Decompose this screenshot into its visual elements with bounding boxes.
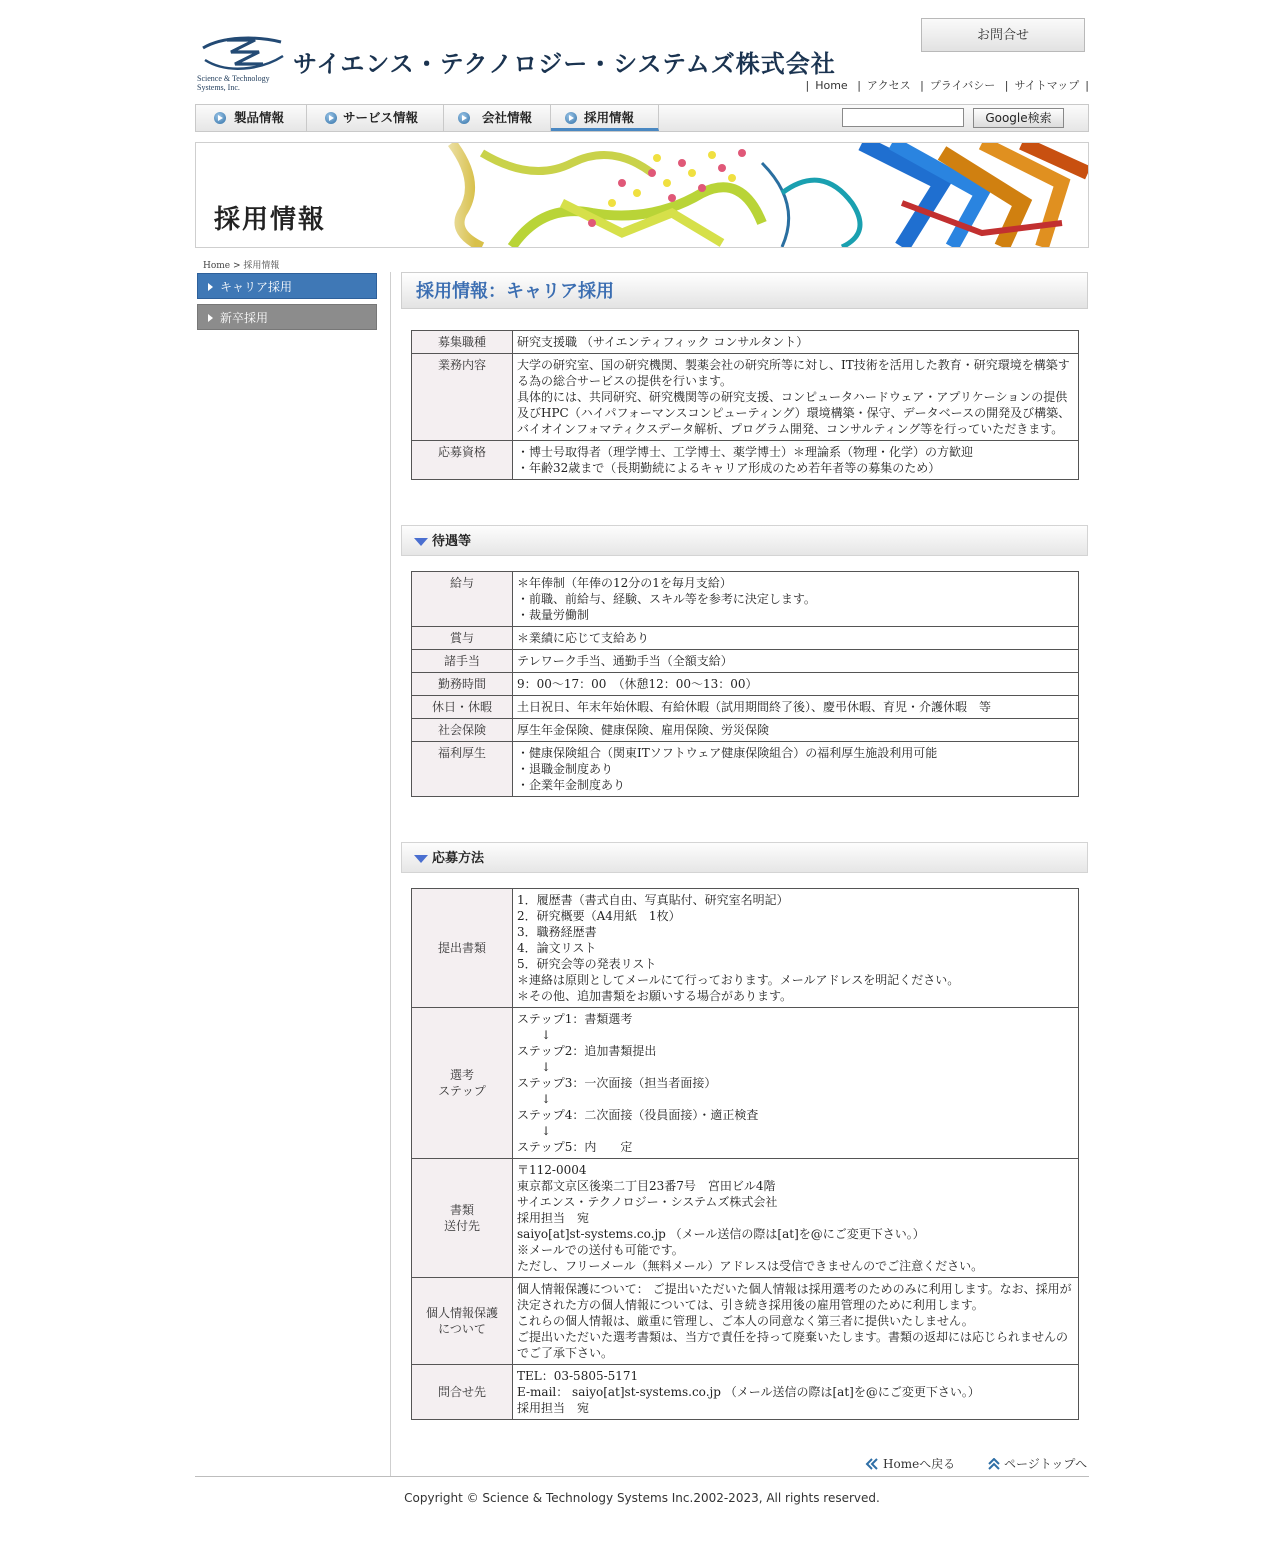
table-row [412, 742, 1079, 797]
row-label-line: 賞与 [449, 631, 474, 645]
row-value-line: 採用担当 宛 [517, 1211, 590, 1225]
section-heading-label: 応募方法 [432, 851, 485, 866]
section-heading-benefits [401, 525, 1088, 556]
page-top-link[interactable] [988, 1455, 1087, 1472]
row-label-line: 勤務時間 [437, 677, 486, 691]
back-home-link[interactable] [865, 1455, 955, 1472]
table-row [412, 441, 1079, 480]
row-label [412, 1365, 513, 1420]
row-value-line: 個人情報保護について： ご提出いただいた個人情報は採用選考のためのみに利用します。なお、採用が決定された方の個人情報については、引き続き採用後の雇用管理のために利用します。 [517, 1282, 1072, 1312]
row-label [412, 719, 513, 742]
row-value-line: 東京都文京区後楽二丁目23番7号 宮田ビル4階 [517, 1179, 776, 1193]
row-value-line: テレワーク手当、通勤手当（全額支給） [517, 654, 733, 668]
protein-structure-image-icon [422, 143, 1088, 247]
row-value-line: 土日祝日、年末年始休暇、有給休暇（試用期間終了後）、慶弔休暇、育児・介護休暇 等 [517, 700, 992, 714]
row-label [412, 572, 513, 627]
row-label-line: 送付先 [443, 1219, 480, 1233]
row-value-line: ステップ2：追加書類提出 [517, 1044, 657, 1058]
table-row [412, 673, 1079, 696]
row-value-line: 3．職務経歴書 [517, 925, 597, 939]
table-row [412, 1365, 1079, 1420]
row-label-line: 個人情報保護 [425, 1306, 498, 1320]
arrow-circle-icon [214, 112, 226, 124]
row-value [513, 627, 1079, 650]
row-value-line: 〒112-0004 [517, 1163, 587, 1177]
benefits-table [411, 571, 1079, 797]
row-label-line: 休日・休暇 [431, 700, 492, 714]
row-value-line: ＊その他、追加書類をお願いする場合があります。 [517, 989, 793, 1003]
section-heading-label: 待遇等 [432, 534, 472, 549]
row-value-line: ↓ [517, 1028, 552, 1042]
tab-company[interactable] [444, 105, 551, 131]
triangle-down-icon [414, 538, 428, 546]
row-value-line: TEL：03-5805-5171 [517, 1369, 639, 1383]
row-value-line: ↓ [517, 1124, 552, 1138]
row-label-line: 募集職種 [437, 335, 486, 349]
row-label-line: 選考 [449, 1068, 474, 1082]
search-input[interactable] [842, 108, 964, 127]
tab-label: 会社情報 [482, 110, 533, 125]
logo-line2: Systems, Inc. [197, 83, 240, 92]
banner-title: 採用情報 [214, 205, 327, 235]
page-top-label: ページトップへ [1004, 1457, 1088, 1471]
row-value-line: ＊年俸制（年俸の12分の1を毎月支給） [517, 576, 732, 590]
row-value-line: 採用担当 宛 [517, 1401, 590, 1415]
row-value-line: saiyo[at]st-systems.co.jp （メール送信の際は[at]を@にご変更下さい。） [517, 1227, 925, 1241]
row-value-line: ・健康保険組合（関東ITソフトウェア健康保険組合）の福利厚生施設利用可能 [517, 746, 938, 760]
row-label-line: 提出書類 [437, 941, 486, 955]
tab-products[interactable] [196, 105, 307, 131]
contact-button[interactable]: お問合せ [921, 18, 1085, 52]
row-value [513, 1278, 1079, 1365]
row-value-line: ・企業年金制度あり [517, 778, 626, 792]
tab-label: サービス情報 [343, 110, 419, 125]
row-value [513, 742, 1079, 797]
row-value-line: ※メールでの送付も可能です。 [517, 1243, 684, 1257]
row-value-line: ・博士号取得者（理学博士、工学博士、薬学博士）＊理論系（物理・化学）の方歓迎 [517, 445, 974, 459]
row-value [513, 331, 1079, 354]
row-label-line: 諸手当 [443, 654, 480, 668]
row-value-line: ステップ5：内 定 [517, 1140, 633, 1154]
row-value-line: 厚生年金保険、健康保険、雇用保険、労災保険 [517, 723, 770, 737]
double-arrow-up-icon [988, 1458, 1000, 1470]
breadcrumb [203, 258, 279, 271]
sidebar-item-new-graduate[interactable]: 新卒採用 [197, 304, 377, 330]
row-value [513, 696, 1079, 719]
row-label [412, 742, 513, 797]
top-link-home[interactable]: Home [815, 79, 848, 92]
copyright: Copyright © Science & Technology Systems Inc.2002-2023, All rights reserved. [404, 1491, 880, 1505]
row-value-line: E-mail： saiyo[at]st-systems.co.jp （メール送信の際は[at]を@にご変更下さい。） [517, 1385, 980, 1399]
row-value-line: ステップ1：書類選考 [517, 1012, 633, 1026]
arrow-circle-icon [565, 112, 577, 124]
back-home-label: Homeへ戻る [883, 1457, 956, 1471]
table-row [412, 331, 1079, 354]
table-row [412, 889, 1079, 1008]
tab-recruit[interactable] [551, 105, 659, 131]
top-links: | Home | アクセス | プライバシー | サイトマップ | [805, 79, 1089, 92]
triangle-down-icon [414, 855, 428, 863]
row-value-line: 大学の研究室、国の研究機関、製薬会社の研究所等に対し、IT技術を活用した教育・研究環境を構築する為の総合サービスの提供を行います。 [517, 358, 1070, 388]
section-heading-apply [401, 842, 1088, 873]
breadcrumb-current: 採用情報 [243, 261, 280, 271]
job-table [411, 330, 1079, 480]
row-value-line: ＊業績に応じて支給あり [517, 631, 650, 645]
column-divider [390, 272, 391, 1476]
row-value-line: ・年齢32歳まで（長期勤続によるキャリア形成のため若年者等の募集のため） [517, 461, 941, 475]
row-label-line: 給与 [449, 576, 474, 590]
top-link-sitemap[interactable]: サイトマップ [1014, 79, 1080, 92]
apply-table [411, 888, 1079, 1420]
row-value-line: ＊連絡は原則としてメールにて行っております。メールアドレスを明記ください。 [517, 973, 960, 987]
table-row [412, 627, 1079, 650]
table-row [412, 719, 1079, 742]
row-value [513, 650, 1079, 673]
row-value [513, 1159, 1079, 1278]
row-value-line: 4．論文リスト [517, 941, 597, 955]
row-value [513, 673, 1079, 696]
row-value [513, 441, 1079, 480]
row-label [412, 441, 513, 480]
row-label-line: 応募資格 [437, 445, 486, 459]
breadcrumb-separator: > [230, 261, 244, 271]
logo-english-name [197, 74, 270, 92]
row-value-line: 9：00～17：00 （休憩12：00～13：00） [517, 677, 758, 691]
row-value-line: ・退職金制度あり [517, 762, 614, 776]
row-value-line: ・裁量労働制 [517, 608, 590, 622]
row-value-line: 研究支援職 （サイエンティフィック コンサルタント） [517, 335, 809, 349]
arrow-circle-icon [325, 112, 337, 124]
row-value-line: 具体的には、共同研究、研究機関等の研究支援、コンピュータハードウェア・アプリケーションの提供及びHPC（ハイパフォーマンスコンピューティング）環境構築・保守、データベースの開発及び構築、バイオインフォマティクスデータ解析、プログラム開発、コンサルティング等を行っていただきます。 [517, 390, 1071, 436]
row-label-line: 業務内容 [437, 358, 486, 372]
row-value-line: ・前職、前給与、経験、スキル等を参考に決定します。 [517, 592, 816, 606]
row-value-line: 5．研究会等の発表リスト [517, 957, 657, 971]
row-label-line: 書類 [449, 1203, 474, 1217]
table-row [412, 1278, 1079, 1365]
tab-label: 採用情報 [584, 110, 635, 125]
row-value-line: 2．研究概要（A4用紙 1枚） [517, 909, 681, 923]
page-banner [195, 142, 1089, 248]
arrow-circle-icon [458, 112, 470, 124]
double-arrow-left-icon [865, 1458, 879, 1470]
row-value [513, 719, 1079, 742]
row-label [412, 889, 513, 1008]
row-label [412, 673, 513, 696]
row-value-line: ただし、フリーメール（無料メール）アドレスは受信できませんのでご注意ください。 [517, 1259, 984, 1273]
row-value [513, 1365, 1079, 1420]
row-value-line: ↓ [517, 1060, 552, 1074]
row-label-line: 社会保険 [437, 723, 486, 737]
row-value [513, 354, 1079, 441]
row-label [412, 1008, 513, 1159]
sidebar-item-career[interactable]: キャリア採用 [197, 273, 377, 299]
table-row [412, 354, 1079, 441]
breadcrumb-home[interactable]: Home [203, 261, 231, 271]
footer-divider [195, 1476, 1089, 1477]
row-label [412, 1278, 513, 1365]
row-value-line: 1．履歴書（書式自由、写真貼付、研究室名明記） [517, 893, 789, 907]
table-row [412, 650, 1079, 673]
table-row [412, 696, 1079, 719]
company-name[interactable]: サイエンス・テクノロジー・システムズ株式会社 [293, 50, 836, 78]
row-label-line: 問合せ先 [437, 1385, 486, 1399]
top-link-access[interactable]: アクセス [866, 79, 911, 92]
google-search-button[interactable]: Google検索 [973, 108, 1064, 128]
row-value-line: ステップ4：二次面接（役員面接）・適正検査 [517, 1108, 759, 1122]
global-nav [195, 104, 1089, 132]
tab-label: 製品情報 [234, 110, 285, 125]
tab-services[interactable] [307, 105, 444, 131]
row-label-line: ステップ [438, 1084, 486, 1098]
row-label [412, 331, 513, 354]
row-value-line: ステップ3：一次面接（担当者面接） [517, 1076, 717, 1090]
row-label [412, 627, 513, 650]
page-title: 採用情報：キャリア採用 [401, 272, 1088, 309]
logo-line1: Science & Technology [197, 74, 270, 83]
row-value-line: ご提出いただいた選考書類は、当方で責任を持って廃棄いたします。書類の返却には応じられませんのでご了承下さい。 [517, 1330, 1069, 1360]
row-value [513, 572, 1079, 627]
row-label [412, 1159, 513, 1278]
row-value-line: サイエンス・テクノロジー・システムズ株式会社 [517, 1195, 778, 1209]
row-label [412, 650, 513, 673]
row-value-line: これらの個人情報は、厳重に管理し、ご本人の同意なく第三者に提供いたしません。 [517, 1314, 974, 1328]
row-value [513, 1008, 1079, 1159]
row-label-line: について [438, 1322, 486, 1336]
table-row [412, 1159, 1079, 1278]
row-value [513, 889, 1079, 1008]
row-label [412, 354, 513, 441]
table-row [412, 1008, 1079, 1159]
row-label [412, 696, 513, 719]
top-link-privacy[interactable]: プライバシー [929, 79, 996, 92]
row-value-line: ↓ [517, 1092, 552, 1106]
row-label-line: 福利厚生 [437, 746, 486, 760]
table-row [412, 572, 1079, 627]
